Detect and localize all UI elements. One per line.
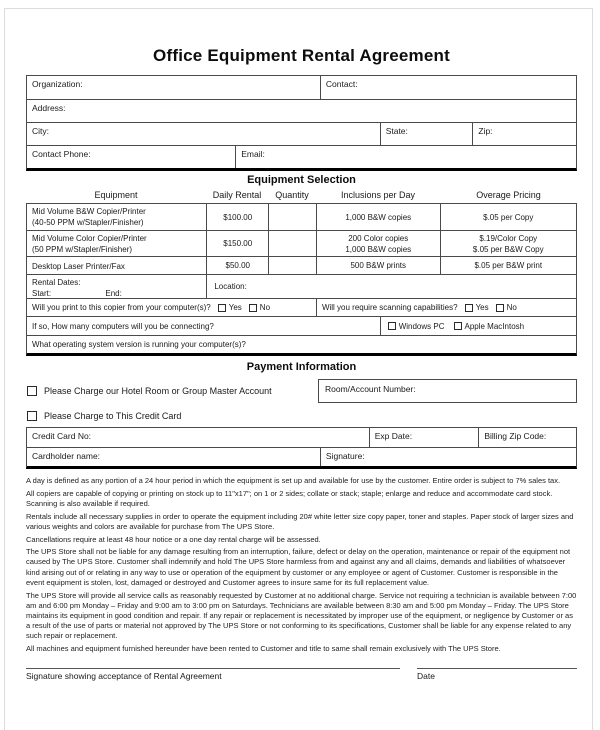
checkbox-print-yes[interactable] (218, 304, 226, 312)
page-title: Office Equipment Rental Agreement (153, 46, 450, 65)
daily-rental-value: $50.00 (206, 257, 268, 274)
table-row (27, 447, 576, 466)
charge-credit-option (26, 411, 181, 421)
email-label: Email: (241, 149, 265, 159)
exp-date-label: Exp Date: (374, 431, 413, 441)
overage-value: $.05 per B&W print (440, 257, 577, 274)
organization-field[interactable] (27, 76, 320, 99)
computers-question-label: If so, How many computers will you be connecting? (32, 321, 214, 331)
exp-date-field[interactable] (369, 428, 479, 447)
column-header: Overage Pricing (476, 190, 541, 200)
checkbox-charge-credit[interactable] (27, 411, 37, 421)
organization-label: Organization: (32, 79, 83, 89)
start-label: Start: (32, 289, 52, 298)
charge-credit-label: Please Charge to This Credit Card (44, 410, 182, 421)
terms-paragraph: Rentals include all necessary supplies in order to operate the equipment including 20# white letter size copy paper, toner and staples. Paper stock of larger sizes and various weights and colors are available for purchase from The UPS Store. (26, 511, 574, 531)
no-label: No (259, 303, 271, 312)
state-field[interactable] (380, 123, 473, 145)
acceptance-signature-line[interactable] (26, 668, 400, 681)
contact-phone-label: Contact Phone: (32, 149, 91, 159)
rental-dates-label: Rental Dates: (32, 278, 81, 287)
room-account-number-field[interactable] (318, 379, 577, 403)
table-row (27, 99, 576, 122)
contact-phone-field[interactable] (27, 146, 235, 168)
equipment-name: Desktop Laser Printer/Fax (32, 262, 125, 271)
column-header: Daily Rental (212, 190, 262, 200)
address-field[interactable] (27, 100, 576, 122)
contact-field[interactable] (320, 76, 576, 99)
daily-rental-value: $100.00 (206, 204, 268, 230)
windows-pc-label: Windows PC (398, 321, 445, 331)
rental-dates-field[interactable] (27, 275, 206, 298)
table-row (27, 256, 576, 274)
city-label: City: (32, 126, 49, 136)
charge-hotel-option (26, 386, 272, 396)
terms-paragraph: The UPS Store shall not be liable for any damage resulting from an interruption, failure, defect or delay on the operation, maintenance or repair of the equipment not caused by The UPS Store. Customer shall indemnify and hold The UPS Store harmless from and against any and all claims, demands and liabilities of whatsoever kind arising out of or relating in any way to use or operation of the equipment by customer or any employee or agent of Customer. Customer is responsible in the event equipment is stolen, lost, damaged or destroyed and Customer agrees to insure same for its full replacement value. (26, 547, 571, 587)
table-row (27, 335, 576, 353)
credit-card-table (26, 427, 577, 469)
checkbox-apple-macintosh[interactable] (454, 322, 462, 330)
email-field[interactable] (235, 146, 576, 168)
zip-label: Zip: (478, 126, 493, 136)
terms-paragraph: The UPS Store will provide all service calls as reasonably requested by Customer at no additional charge. Service not requiring a technician is available between 7:00 am and 6:00 pm Monday – Friday and 9:00 am to 3:00 pm on Saturdays. Technicians are available between 8:30 am and 5:00 pm Monday – Friday. The UPS Store maintains its equipment in good condition and repair. If any repair or replacement is necessitated by improper use of the equipment, or negligence by Customer or as a result of the use of parts or material not approved by The UPS Store or not conforming to its specifications, Customer shall be liable for any expense related to any such repair or replacement. (26, 590, 577, 641)
terms-paragraph: A day is defined as any portion of a 24 hour period in which the equipment is set up and available for use by the customer. Entire order is subject to 7% sales tax. (26, 476, 561, 485)
equipment-table-headers (26, 188, 577, 202)
date-label: Date (417, 671, 435, 682)
checkbox-windows-pc[interactable] (388, 322, 396, 330)
equipment-name: Mid Volume Color Copier/Printer (50 PPM w/Stapler/Finisher) (32, 234, 147, 254)
yes-label: Yes (228, 303, 242, 312)
os-question-field[interactable] (27, 336, 576, 353)
location-label: Location: (214, 282, 247, 291)
no-label: No (506, 303, 517, 312)
date-line[interactable] (417, 668, 577, 681)
quantity-field[interactable] (268, 204, 316, 230)
checkbox-scan-yes[interactable] (465, 304, 473, 312)
apple-macintosh-label: Apple MacIntosh (464, 321, 525, 331)
table-row (27, 428, 576, 447)
scan-question-cell (316, 299, 576, 316)
overage-value: $.05 per Copy (440, 204, 577, 230)
inclusions-value: 500 B&W prints (316, 257, 440, 274)
checkbox-charge-hotel[interactable] (27, 386, 37, 396)
overage-value: $.19/Color Copy $.05 per B&W Copy (440, 231, 577, 256)
contact-label: Contact: (325, 79, 358, 89)
city-field[interactable] (27, 123, 380, 145)
column-header: Equipment (94, 190, 138, 200)
credit-card-number-label: Credit Card No: (32, 431, 92, 441)
billing-zip-label: Billing Zip Code: (484, 431, 547, 441)
yes-label: Yes (475, 303, 489, 312)
cardholder-name-field[interactable] (27, 448, 320, 466)
equipment-selection-table (26, 203, 577, 356)
column-header: Quantity (275, 190, 309, 200)
computers-question-field[interactable] (27, 317, 380, 335)
terms-and-conditions (26, 476, 577, 654)
terms-paragraph: All copiers are capable of copying or printing on stock up to 11"x17"; on 1 or 2 sides; collate or stack; staple; enlarge and reduce and accommodate card stock. Scanning is also available if required. (26, 488, 553, 508)
cardholder-name-label: Cardholder name: (32, 451, 101, 461)
quantity-field[interactable] (268, 231, 316, 256)
zip-field[interactable] (472, 123, 576, 145)
table-row (27, 145, 576, 168)
inclusions-value: 1,000 B&W copies (316, 204, 440, 230)
contact-info-table (26, 75, 577, 171)
signature-block (26, 668, 577, 681)
daily-rental-value: $150.00 (206, 231, 268, 256)
checkbox-print-no[interactable] (249, 304, 257, 312)
acceptance-signature-label: Signature showing acceptance of Rental Agreement (26, 671, 222, 682)
table-row (27, 76, 576, 99)
equipment-selection-title: Equipment Selection (247, 174, 356, 186)
table-row (27, 230, 576, 256)
charge-hotel-label: Please Charge our Hotel Room or Group Master Account (44, 386, 272, 396)
terms-paragraph: All machines and equipment furnished hereunder have been rented to Customer and title to same shall remain exclusively with The UPS Store. (26, 644, 501, 654)
print-question-label: Will you print to this copier from your computer(s)? (32, 303, 211, 312)
card-signature-label: Signature: (325, 451, 365, 461)
platform-cell (380, 317, 576, 335)
address-label: Address: (32, 103, 66, 113)
table-row (27, 274, 576, 298)
os-question-label: What operating system version is running your computer(s)? (32, 340, 246, 349)
location-field[interactable] (206, 275, 576, 298)
billing-zip-field[interactable] (478, 428, 576, 447)
quantity-field[interactable] (268, 257, 316, 274)
inclusions-value: 200 Color copies 1,000 B&W copies (316, 231, 440, 256)
payment-information-title: Payment Information (246, 361, 357, 373)
room-account-number-label: Room/Account Number: (325, 384, 416, 394)
checkbox-scan-no[interactable] (496, 304, 504, 312)
table-row (27, 316, 576, 335)
equipment-name: Mid Volume B&W Copier/Printer (40-50 PPM w/Stapler/Finisher) (32, 207, 146, 227)
table-row (27, 298, 576, 316)
table-row (27, 122, 576, 145)
credit-card-number-field[interactable] (27, 428, 369, 447)
column-header: Inclusions per Day (340, 190, 416, 200)
print-question-cell (27, 299, 316, 316)
table-row (27, 204, 576, 230)
card-signature-field[interactable] (320, 448, 576, 466)
scan-question-label: Will you require scanning capabilities? (321, 303, 458, 312)
end-label: End: (105, 289, 122, 298)
terms-paragraph: Cancellations require at least 48 hour notice or a one day rental charge will be assessed. (26, 534, 321, 544)
state-label: State: (385, 126, 408, 136)
